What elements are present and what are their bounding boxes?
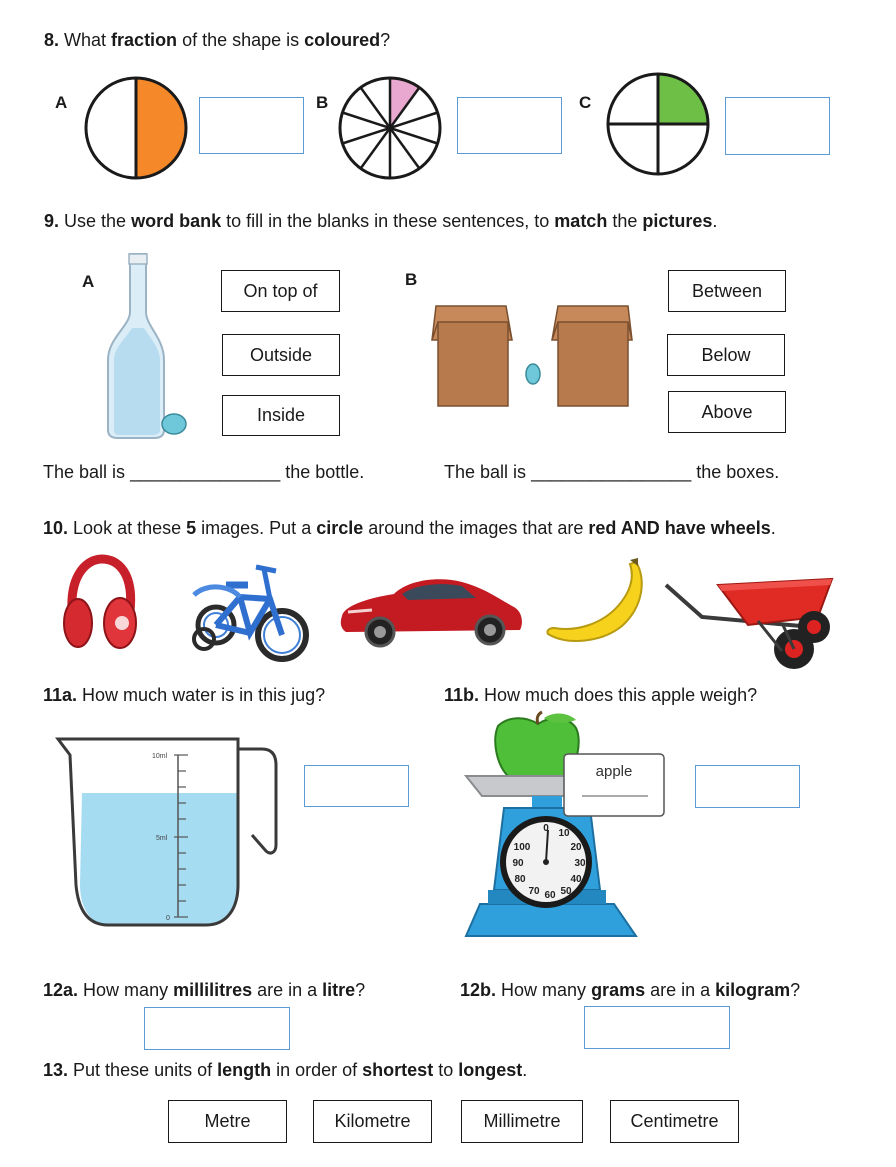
unit-centimetre[interactable]: Centimetre	[610, 1100, 739, 1143]
answer-box-12a[interactable]	[144, 1007, 290, 1050]
dial-60: 60	[544, 890, 556, 901]
answer-box-11b[interactable]	[695, 765, 800, 808]
bicycle-image[interactable]	[186, 555, 310, 669]
question-13: 13. Put these units of length in order of shortest to longest.	[43, 1060, 528, 1080]
jug-label-10: 10ml	[152, 753, 168, 760]
dial-90: 90	[512, 858, 524, 869]
scale-image	[464, 714, 674, 938]
answer-box-8c[interactable]	[725, 97, 830, 155]
ball-icon	[526, 364, 540, 384]
blank-9b[interactable]: ________________	[531, 462, 692, 482]
dial-80: 80	[514, 874, 526, 885]
tenth-circle-shape	[338, 76, 442, 180]
half-circle-shape	[84, 76, 188, 180]
dial-0: 0	[543, 823, 549, 834]
question-10: 10. Look at these 5 images. Put a circle around the images that are red AND have wheels.	[43, 518, 776, 538]
question-12b: 12b. How many grams are in a kilogram?	[460, 980, 801, 1000]
sentence-9a: The ball is _______________ the bottle.	[43, 462, 365, 482]
wheelbarrow-image[interactable]	[662, 555, 836, 673]
bottle-image	[106, 252, 191, 440]
ball-icon	[162, 414, 186, 434]
answer-box-8b[interactable]	[457, 97, 562, 154]
dial-50: 50	[560, 886, 572, 897]
word-inside[interactable]: Inside	[222, 395, 340, 436]
word-above[interactable]: Above	[668, 391, 786, 433]
question-11a: 11a. How much water is in this jug?	[43, 685, 326, 705]
measuring-jug-image	[56, 735, 284, 931]
word-on-top-of[interactable]: On top of	[221, 270, 340, 312]
answer-box-12b[interactable]	[584, 1006, 730, 1049]
word-outside[interactable]: Outside	[222, 334, 340, 376]
jug-label-0: 0	[166, 915, 170, 922]
jug-label-5: 5ml	[156, 835, 168, 842]
label-b: B	[316, 93, 329, 112]
car-image[interactable]	[338, 572, 526, 652]
quarter-circle-shape	[606, 72, 710, 176]
blank-9a[interactable]: _______________	[130, 462, 281, 482]
question-9: 9. Use the word bank to fill in the blanks in these sentences, to match the pictures.	[44, 211, 718, 231]
word-below[interactable]: Below	[667, 334, 785, 376]
answer-box-11a[interactable]	[304, 765, 409, 807]
dial-10: 10	[558, 828, 570, 839]
dial-30: 30	[574, 858, 586, 869]
label-a: A	[55, 93, 68, 112]
unit-metre[interactable]: Metre	[168, 1100, 287, 1143]
headphones-image[interactable]	[62, 555, 140, 651]
question-8: 8. What fraction of the shape is coloured?	[44, 30, 391, 50]
word-between[interactable]: Between	[668, 270, 786, 312]
question-11b: 11b. How much does this apple weigh?	[444, 685, 758, 705]
banana-image[interactable]	[542, 558, 648, 650]
dial-70: 70	[528, 886, 540, 897]
label-9b: B	[405, 270, 418, 289]
boxes-image	[432, 300, 637, 410]
unit-kilometre[interactable]: Kilometre	[313, 1100, 432, 1143]
dial-100: 100	[513, 842, 531, 853]
answer-box-8a[interactable]	[199, 97, 304, 154]
dial-40: 40	[570, 874, 582, 885]
dial-20: 20	[570, 842, 582, 853]
label-9a: A	[82, 272, 95, 291]
sentence-9b: The ball is ________________ the boxes.	[444, 462, 780, 482]
unit-millimetre[interactable]: Millimetre	[461, 1100, 583, 1143]
apple-tag-label: apple	[595, 763, 633, 780]
question-12a: 12a. How many millilitres are in a litre?	[43, 980, 366, 1000]
label-c: C	[579, 93, 592, 112]
